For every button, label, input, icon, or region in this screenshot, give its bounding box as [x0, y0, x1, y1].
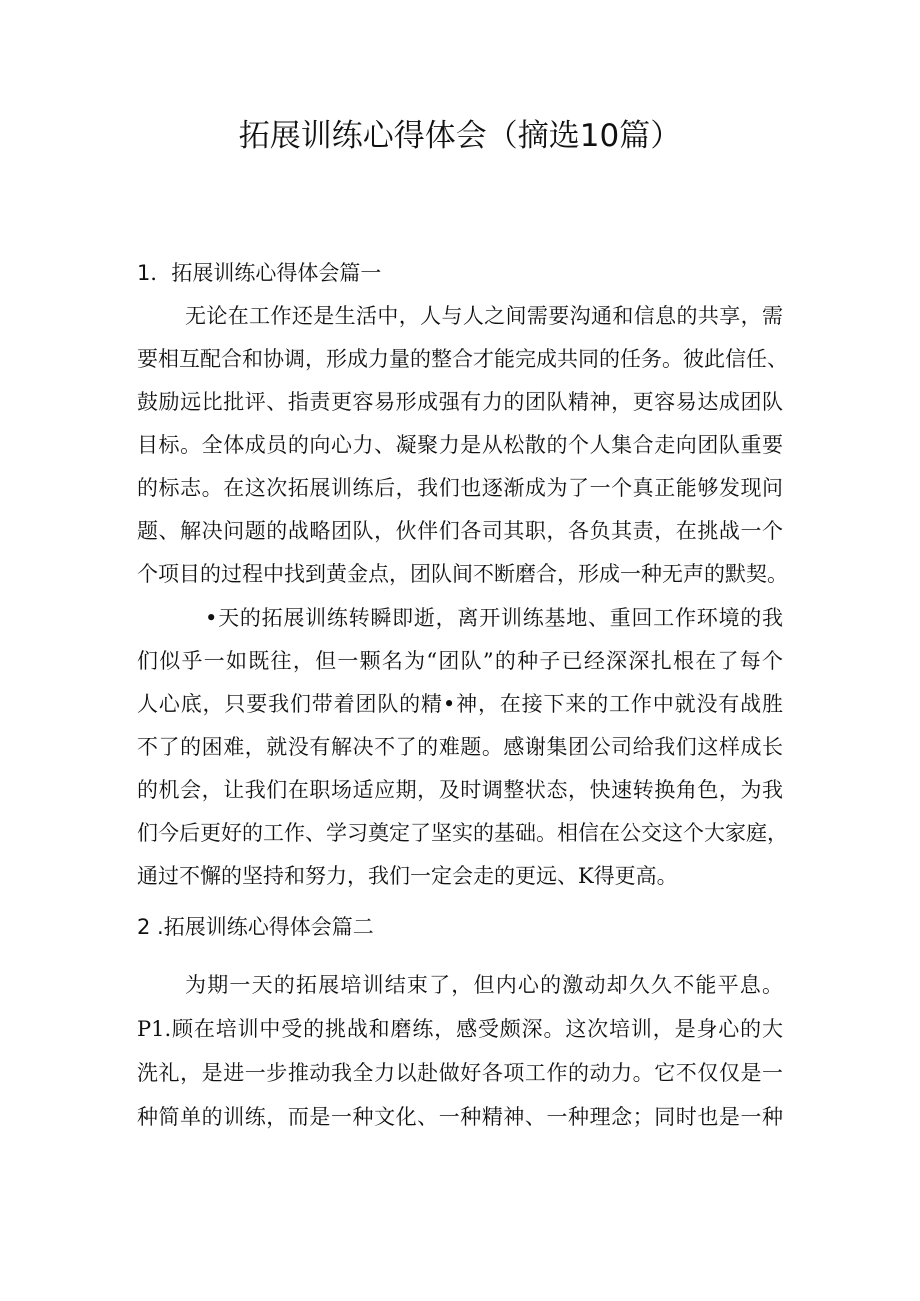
text-line: 的机会，让我们在职场适应期，及时调整状态，快速转换角色，为我 — [137, 778, 783, 802]
section-2-heading: 2 .拓展训练心得体会篇二 — [137, 915, 374, 939]
text-line: 们似乎一如既往，但一颗名为“团队”的种子已经深深扎根在了每个 — [137, 649, 783, 673]
text-line: 无论在工作还是生活中，人与人之间需要沟通和信息的共享，需 — [185, 304, 783, 328]
section-1-heading: 1．拓展训练心得体会篇一 — [137, 261, 382, 285]
text-line: 人心底，只要我们带着团队的精•神，在接下来的工作中就没有战胜 — [137, 692, 783, 716]
text-line: 鼓励远比批评、指责更容易形成强有力的团队精神，更容易达成团队 — [137, 390, 783, 414]
text-line: 通过不懈的坚持和努力，我们一定会走的更远、K得更高。 — [137, 864, 678, 888]
text-line: 种简单的训练，而是一种文化、一种精神、一种理念；同时也是一种 — [137, 1105, 783, 1129]
text-line: 个项目的过程中找到黄金点，团队间不断磨合，形成一种无声的默契。 — [137, 562, 788, 586]
text-line: 们今后更好的工作、学习奠定了坚实的基础。相信在公交这个大家庭， — [137, 821, 788, 845]
text-line: 目标。全体成员的向心力、凝聚力是从松散的个人集合走向团队重要 — [137, 433, 783, 457]
text-line: 题、解决问题的战略团队，伙伴们各司其职，各负其责，在挑战一个 — [137, 519, 783, 543]
text-line: 为期一天的拓展培训结束了，但内心的激动却久久不能平息。 — [185, 973, 783, 997]
text-line: 不了的困难，就没有解决不了的难题。感谢集团公司给我们这样成长 — [137, 735, 783, 759]
text-line: P1.顾在培训中受的挑战和磨练，感受颇深。这次培训，是身心的大 — [137, 1017, 783, 1041]
text-line: 要相互配合和协调，形成力量的整合才能完成共同的任务。彼此信任、 — [137, 347, 788, 371]
document-title: 拓展训练心得体会（摘选10篇） — [238, 118, 682, 154]
text-line: 洗礼，是进一步推动我全力以赴做好各项工作的动力。它不仅仅是一 — [137, 1061, 783, 1085]
text-line: 的标志。在这次拓展训练后，我们也逐渐成为了一个真正能够发现问 — [137, 476, 783, 500]
text-line: •天的拓展训练转瞬即逝，离开训练基地、重回工作环境的我 — [205, 606, 783, 630]
